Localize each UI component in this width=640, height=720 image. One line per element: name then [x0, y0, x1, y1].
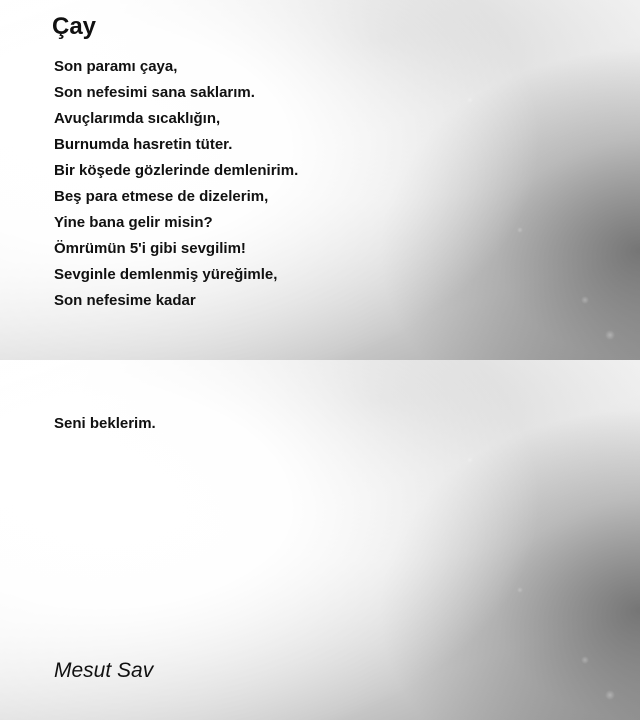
poem-author: Mesut Sav — [54, 659, 154, 682]
poem-line: Son nefesime kadar — [54, 292, 196, 309]
poem-line: Yine bana gelir misin? — [54, 214, 213, 231]
poem-line: Ömrümün 5'i gibi sevgilim! — [54, 240, 246, 257]
poem-line: Avuçlarımda sıcaklığın, — [54, 110, 221, 127]
poem-closing-line: Seni beklerim. — [54, 415, 156, 432]
poem-line: Sevginle demlenmiş yüreğimle, — [54, 266, 278, 283]
poem-card-page-2 — [0, 360, 640, 720]
poem-title: Çay — [52, 13, 97, 40]
poem-line: Son nefesimi sana saklarım. — [54, 84, 255, 101]
poem-line: Beş para etmese de dizelerim, — [54, 188, 269, 205]
poem-line: Burnumda hasretin tüter. — [54, 136, 233, 153]
poem-line: Son paramı çaya, — [54, 58, 178, 75]
poem-line: Bir köşede gözlerinde demlenirim. — [54, 162, 299, 179]
poem-verse — [54, 54, 298, 314]
